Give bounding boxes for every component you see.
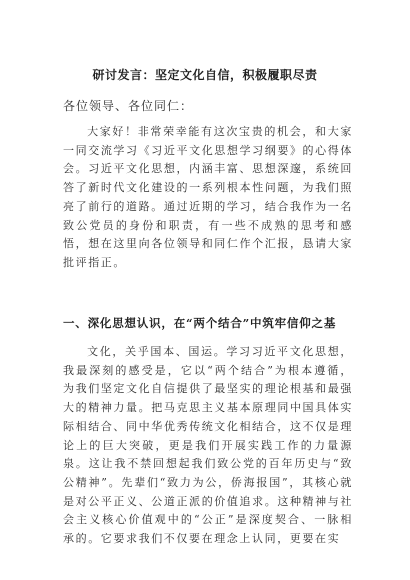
document-title: 研讨发言：坚定文化自信，积极履职尽责 bbox=[92, 68, 318, 82]
section-heading: 一、深化思想认识，在“两个结合”中筑牢信仰之基 bbox=[63, 316, 337, 330]
salutation: 各位领导、各位同仁： bbox=[63, 99, 194, 113]
intro-paragraph-text: 大家好！非常荣幸能有这次宝贵的机会，和大家一同交流学习《习近平文化思想学习纲要》的心得体会。习近平文化思想，内涵丰富、思想深邃，系统回答了新时代文化建设的一系列根本性问题，为我们照亮了前行的道路。通过近期的学习，结合我作为一名致公党员的身份和职责，有一些不成熟的思考和感悟，想在这里向各位领导和同仁作个汇报，恳请大家批评指正。 bbox=[63, 125, 353, 269]
section-paragraph bbox=[63, 343, 353, 549]
section-paragraph-text: 文化，关乎国本、国运。学习习近平文化思想，我最深刻的感受是，它以“两个结合”为根本遵循，为我们坚定文化自信提供了最坚实的理论根基和最强大的精神力量。把马克思主义基本原理同中国具体实际相结合、同中华优秀传统文化相结合，这不仅是理论上的巨大突破，更是我们开展实践工作的力量源泉。这让我不禁回想起我们致公党的百年历史与“致公精神”。先辈们“致力为公，侨海报国”，其核心就是对公平正义、公道正派的价值追求。这种精神与社会主义核心价值观中的“公正”是深度契合、一脉相承的。它要求我们不仅要在理念上认同，更要在实 bbox=[63, 345, 353, 546]
intro-paragraph bbox=[63, 123, 353, 273]
